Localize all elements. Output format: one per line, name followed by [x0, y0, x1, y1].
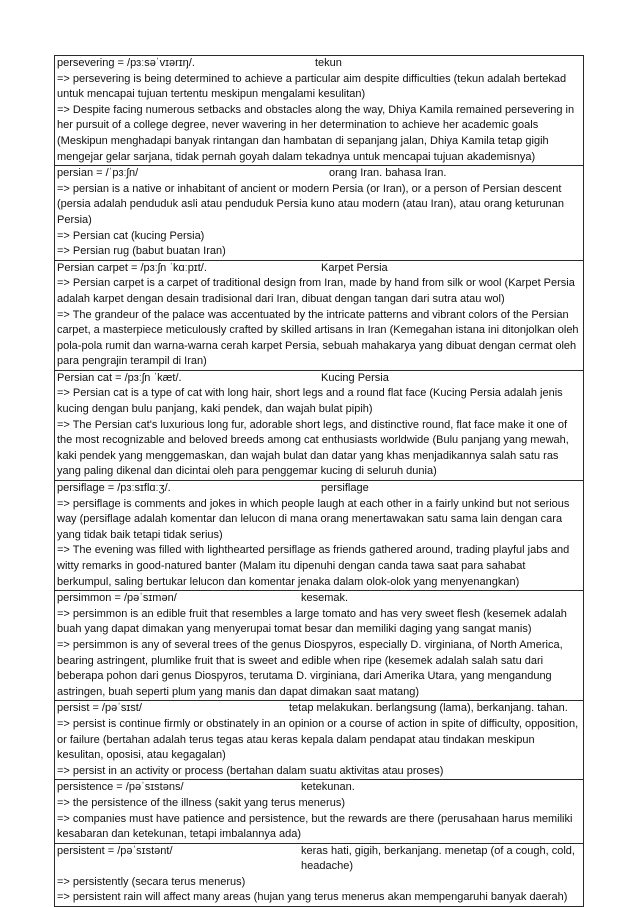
entry-line: => Persian carpet is a carpet of traditional design from Iran, made by hand from silk or wool (Karpet Persia adalah karpet dengan desain tradisional dari Iran, dibuat dengan tangan dari sutra atau wol): [57, 277, 575, 305]
entry-term: persistent = /pəˈsɪstənt/: [57, 844, 173, 857]
entry-line: => persimmon is an edible fruit that resembles a large tomato and has very sweet flesh (kesemek adalah buah yang dapat dimakan yang menyerupai tomat besar dan memiliki daging yang sangat manis): [57, 607, 567, 636]
entry-header: [57, 371, 581, 387]
entry-line: => persistently (secara terus menerus): [57, 875, 246, 888]
entry-translation: persiflage: [321, 482, 369, 495]
entry-header: [57, 701, 581, 717]
entry-line: => Persian cat (kucing Persia): [57, 229, 205, 242]
entry-term: persiflage = /pɜːsɪflɑːʒ/.: [57, 482, 171, 495]
entry-translation: kesemak.: [301, 592, 349, 605]
entry-translation: Karpet Persia: [321, 261, 388, 274]
dictionary-entry: [54, 590, 584, 700]
entry-line: => Persian rug (babut buatan Iran): [57, 245, 226, 258]
entry-line: => persevering is being determined to achieve a particular aim despite difficulties (tekun adalah bertekad untuk mencapai tujuan tertentu meskipun mengalami kesulitan): [57, 72, 567, 101]
entry-term: persistence = /pəˈsɪstəns/: [57, 781, 184, 794]
entry-translation: tetap melakukan. berlangsung (lama), berkanjang. tahan.: [289, 702, 568, 715]
dictionary-entry: [54, 165, 584, 260]
entry-line: => the persistence of the illness (sakit yang terus menerus): [57, 796, 345, 809]
entry-line: => Persian cat is a type of cat with long hair, short legs and a round flat face (Kucing Persia adalah jenis kucing dengan bulu panjang, kaki pendek, dan wajah bulat pipih): [57, 387, 563, 416]
entry-header: [57, 481, 581, 497]
entry-line: => persimmon is any of several trees of the genus Diospyros, especially D. virginiana, of North America, bearing astringent, plumlike fruit that is sweet and edible when ripe (kesemek adalah salah satu dari beberapa pohon dari genus Diospyros, terutama D. virginiana, dari Amerika Utara, yang mengandung astringen, buah seperti plum yang manis dan dapat dimakan saat matang): [57, 638, 563, 698]
entry-term: Persian cat = /pɜːʃn ˈkæt/.: [57, 371, 182, 384]
entry-line: => Despite facing numerous setbacks and obstacles along the way, Dhiya Kamila remained persevering in her pursuit of a college degree, never wavering in her determination to achieve her academic goals (Meskipun menghadapi banyak rintangan dan hambatan di sepanjang jalan, Dhiya Kamila tetap gigih mengejar gelar sarjana, tidak pernah goyah dalam tekadnya untuk mencapai tujuan akademisnya): [57, 103, 575, 163]
entry-header: [57, 166, 581, 182]
dictionary-entry: [54, 843, 584, 907]
entry-translation: ketekunan.: [301, 781, 355, 794]
entry-line: => The evening was filled with lighthearted persiflage as friends gathered around, trading playful jabs and witty remarks in good-natured banter (Malam itu dipenuhi dengan canda tawa saat para sahabat berkumpul, saling bertukar lelucon dan komentar jenaka dalam olok-olok yang menyenangkan): [57, 544, 570, 588]
entry-translation: Kucing Persia: [321, 371, 389, 384]
entry-term: Persian carpet = /pɜːʃn ˈkɑːpɪt/.: [57, 261, 207, 274]
entry-line: => persiflage is comments and jokes in which people laugh at each other in a fairly unkind but not serious way (persiflage adalah komentar dan lelucon di mana orang menertawakan satu sama lain dengan cara yang tidak baik tetapi tidak serius): [57, 497, 570, 541]
entry-term: persist = /pəˈsɪst/: [57, 702, 142, 715]
entry-header: [57, 261, 581, 277]
entry-header: [57, 591, 581, 607]
entry-term: persevering = /pɜːsəˈvɪərɪŋ/.: [57, 57, 195, 69]
entry-term: persian = /ˈpɜːʃn/: [57, 167, 139, 180]
entry-line: => persian is a native or inhabitant of ancient or modern Persia (or Iran), or a person of Persian descent (persia adalah penduduk asli atau penduduk Persia kuno atau modern (atau Iran), atau orang keturunan Persia): [57, 182, 564, 226]
entry-term: persimmon = /pəˈsɪmən/: [57, 592, 177, 605]
entry-line: => The grandeur of the palace was accentuated by the intricate patterns and vibrant colors of the Persian carpet, a masterpiece meticulously crafted by skilled artisans in Iran (Kemegahan istana ini ditonjolkan oleh pola-pola rumit dan warna-warna cerah karpet Persia, sebuah mahakarya yang dibuat dengan cermat oleh para pengrajin terampil di Iran): [57, 308, 579, 368]
dictionary-entry: [54, 700, 584, 779]
dictionary-entry: [54, 55, 584, 165]
entry-translation: orang Iran. bahasa Iran.: [329, 167, 447, 180]
entry-header: [57, 56, 581, 72]
dictionary-entry: [54, 260, 584, 370]
dictionary-entry: [54, 480, 584, 590]
entry-line: => The Persian cat's luxurious long fur, adorable short legs, and distinctive round, flat face make it one of the most recognizable and beloved breeds among cat enthusiasts worldwide (Bulu panjang yang mewah, kaki pendek yang menggemaskan, dan wajah bulat dan datar yang khas menjadikannya salah satu ras yang paling dikenal dan dicintai oleh para penggemar kucing di seluruh dunia): [57, 418, 569, 478]
dictionary-entry: [54, 779, 584, 842]
dictionary-table: [54, 55, 584, 907]
entry-header: [57, 780, 581, 796]
entry-translation: tekun: [315, 57, 342, 69]
entry-header: [57, 844, 581, 875]
entry-line: => companies must have patience and persistence, but the rewards are there (perusahaan harus memiliki kesabaran dan ketekunan, tetapi imbalannya ada): [57, 812, 573, 841]
entry-translation: keras hati, gigih, berkanjang. menetap (of a cough, cold, headache): [301, 844, 575, 873]
entry-line: => persist is continue firmly or obstinately in an opinion or a course of action in spite of difficulty, opposition, or failure (bertahan adalah terus tegas atau keras kepala dalam pendapat atau tindakan meskipun kesulitan, oposisi, atau kegagalan): [57, 717, 579, 762]
dictionary-entry: [54, 370, 584, 480]
entry-line: => persistent rain will affect many areas (hujan yang terus menerus akan mempengaruhi banyak daerah): [57, 891, 568, 904]
entry-line: => persist in an activity or process (bertahan dalam suatu aktivitas atau proses): [57, 764, 444, 777]
